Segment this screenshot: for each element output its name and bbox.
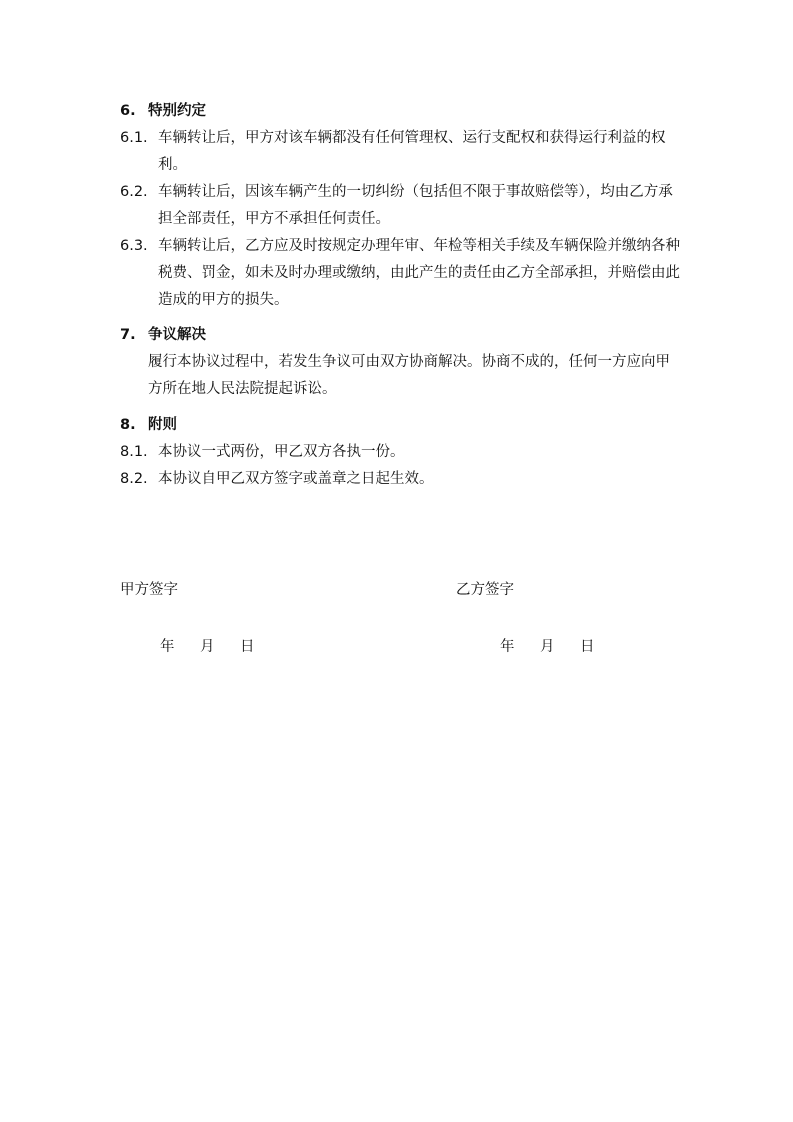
date-day: 日 xyxy=(240,639,255,655)
clause-number: 8.2. xyxy=(120,471,148,487)
section-heading xyxy=(120,322,680,349)
clause-item xyxy=(120,125,680,179)
section-number: 6. xyxy=(120,103,136,119)
clause-text: 本协议一式两份，甲乙双方各执一份。 xyxy=(158,444,405,460)
date-year: 年 xyxy=(500,639,515,655)
clause-number: 6.2. xyxy=(120,184,148,200)
section-heading xyxy=(120,412,680,439)
section-8 xyxy=(120,412,680,493)
party-a-signature-label: 甲方签字 xyxy=(120,582,178,598)
section-title: 特别约定 xyxy=(148,103,206,119)
section-title: 争议解决 xyxy=(148,327,206,343)
clause-number: 6.3. xyxy=(120,238,148,254)
section-paragraph: 履行本协议过程中，若发生争议可由双方协商解决。协商不成的，任何一方应向甲方所在地人民法院提起诉讼。 xyxy=(148,354,670,397)
clause-number: 6.1. xyxy=(120,130,148,146)
section-6 xyxy=(120,98,680,314)
clause-text: 车辆转让后，甲方对该车辆都没有任何管理权、运行支配权和获得运行利益的权利。 xyxy=(158,130,666,173)
date-day: 日 xyxy=(580,639,595,655)
section-heading xyxy=(120,98,680,125)
date-month: 月 xyxy=(540,639,555,655)
section-number: 7. xyxy=(120,327,136,343)
clause-text: 车辆转让后，因该车辆产生的一切纠纷（包括但不限于事故赔偿等），均由乙方承担全部责任，甲方不承担任何责任。 xyxy=(158,184,673,227)
section-title: 附则 xyxy=(148,417,177,433)
clause-item xyxy=(120,179,680,233)
section-number: 8. xyxy=(120,417,136,433)
section-7 xyxy=(120,322,680,403)
clause-text: 本协议自甲乙双方签字或盖章之日起生效。 xyxy=(158,471,434,487)
party-b-date xyxy=(500,637,620,657)
clause-number: 8.1. xyxy=(120,444,148,460)
party-b-signature-label: 乙方签字 xyxy=(456,582,514,598)
clause-item xyxy=(120,466,680,493)
date-month: 月 xyxy=(200,639,215,655)
clause-item xyxy=(120,439,680,466)
clause-text: 车辆转让后，乙方应及时按规定办理年审、年检等相关手续及车辆保险并缴纳各种税费、罚金，如未及时办理或缴纳，由此产生的责任由乙方全部承担，并赔偿由此造成的甲方的损失。 xyxy=(158,238,680,308)
party-a-date xyxy=(160,637,280,657)
clause-item xyxy=(120,233,680,314)
date-year: 年 xyxy=(160,639,175,655)
